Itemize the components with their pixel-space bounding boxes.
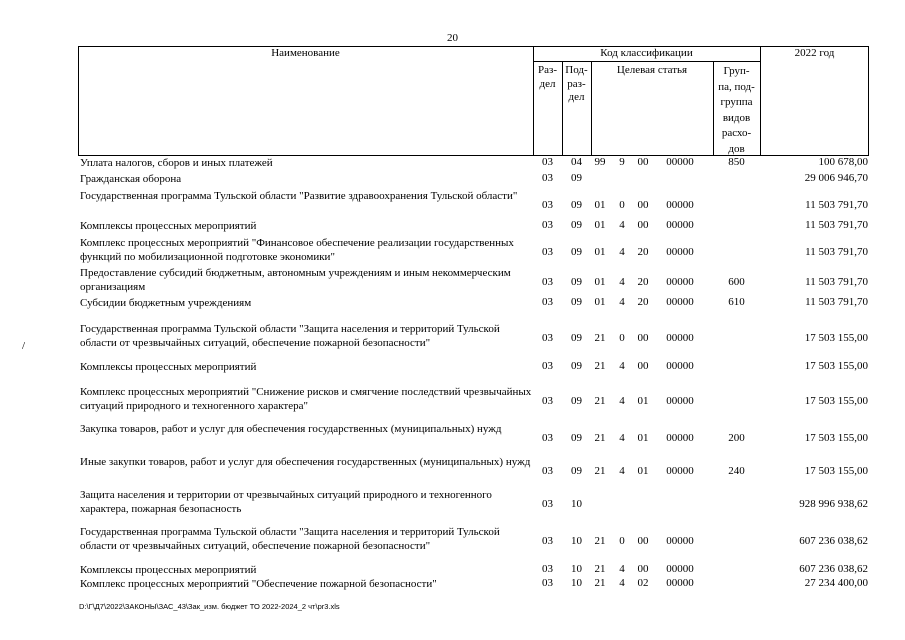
row-razdel: 03: [542, 395, 553, 407]
row-amount: 17 503 155,00: [804, 465, 868, 477]
table-row: [80, 172, 870, 187]
row-t3: 00: [637, 219, 649, 231]
row-t1: 01: [594, 276, 606, 288]
row-t3: 00: [637, 360, 649, 372]
row-t2: 4: [619, 577, 625, 589]
table-row: [80, 219, 870, 234]
page-number: 20: [447, 32, 458, 44]
row-group: 610: [728, 296, 745, 308]
row-amount: 11 503 791,70: [805, 199, 868, 211]
header-group: Груп- па, под- группа видов расхо- дов: [718, 65, 755, 155]
table-row: [80, 563, 870, 577]
row-name: Комплексы процессных мероприятий: [80, 361, 257, 373]
row-t1: 21: [594, 360, 606, 372]
row-group: 240: [728, 465, 745, 477]
footer-path: D:\Г\Д7\2022\ЗАКОНЫ\ЗАС_43\Зак_изм. бюджет ТО 2022-2024_2 чт\pr3.xls: [79, 602, 340, 611]
row-razdel: 03: [542, 360, 553, 372]
row-group: 850: [728, 156, 745, 168]
row-podrazdel: 09: [571, 296, 582, 308]
table-row: [80, 455, 870, 483]
row-podrazdel: 09: [571, 246, 582, 258]
row-podrazdel: 09: [571, 360, 582, 372]
row-t3: 00: [637, 332, 649, 344]
margin-mark: /: [22, 340, 26, 352]
row-name: Комплекс процессных мероприятий "Финансовое обеспечение реализации государственных функций по мобилизационной подготовке экономики": [80, 237, 514, 263]
header-podrazdel: Под- раз- дел: [565, 64, 588, 103]
row-name: Субсидии бюджетным учреждениям: [80, 297, 252, 309]
row-t2: 4: [619, 360, 625, 372]
row-amount: 17 503 155,00: [804, 332, 868, 344]
table-row: [80, 266, 870, 294]
row-t1: 01: [594, 246, 606, 258]
row-name: Предоставление субсидий бюджетным, автономным учреждениям и иным некоммерческим организациям: [80, 267, 511, 293]
row-t1: 21: [594, 563, 606, 575]
header-year: 2022 год: [794, 47, 835, 59]
row-t2: 4: [619, 276, 625, 288]
row-t2: 0: [619, 332, 625, 344]
row-t1: 21: [594, 465, 606, 477]
row-t1: 21: [594, 332, 606, 344]
row-t2: 4: [619, 246, 625, 258]
row-podrazdel: 09: [571, 465, 582, 477]
row-t2: 4: [619, 219, 625, 231]
row-amount: 17 503 155,00: [804, 432, 868, 444]
row-razdel: 03: [542, 432, 553, 444]
row-podrazdel: 10: [571, 563, 582, 575]
row-t2: 0: [619, 199, 625, 211]
row-t2: 0: [619, 535, 625, 547]
row-t2: 9: [619, 156, 625, 168]
row-group: 200: [728, 432, 745, 444]
row-amount: 29 006 946,70: [804, 172, 868, 184]
row-t1: 01: [594, 219, 606, 231]
table-row: [80, 577, 870, 591]
row-t4: 00000: [666, 296, 694, 308]
row-t3: 20: [637, 246, 649, 258]
row-t4: 00000: [666, 276, 694, 288]
row-name: Закупка товаров, работ и услуг для обеспечения государственных (муниципальных) нужд: [80, 423, 502, 435]
row-t4: 00000: [666, 563, 694, 575]
row-t1: 21: [594, 395, 606, 407]
row-t4: 00000: [666, 535, 694, 547]
row-t3: 20: [637, 276, 649, 288]
row-razdel: 03: [542, 535, 553, 547]
row-podrazdel: 09: [571, 276, 582, 288]
row-razdel: 03: [542, 219, 553, 231]
table-header: [78, 46, 869, 156]
row-t4: 00000: [666, 156, 694, 168]
row-t2: 4: [619, 432, 625, 444]
table-row: [80, 360, 870, 375]
row-t3: 01: [637, 465, 649, 477]
table-row: [80, 383, 870, 415]
row-t3: 20: [637, 296, 649, 308]
row-amount: 11 503 791,70: [805, 276, 868, 288]
row-name: Иные закупки товаров, работ и услуг для обеспечения государственных (муниципальных) нужд: [80, 456, 531, 468]
row-podrazdel: 09: [571, 219, 582, 231]
row-t4: 00000: [666, 360, 694, 372]
header-name: Наименование: [271, 47, 340, 59]
row-t4: 00000: [666, 246, 694, 258]
row-t3: 01: [637, 395, 649, 407]
row-t4: 00000: [666, 577, 694, 589]
row-t3: 01: [637, 432, 649, 444]
row-t3: 02: [637, 577, 649, 589]
row-razdel: 03: [542, 577, 553, 589]
table-row: [80, 486, 870, 518]
row-amount: 11 503 791,70: [805, 296, 868, 308]
row-t1: 99: [594, 156, 606, 168]
table-row: [80, 523, 870, 555]
row-name: Уплата налогов, сборов и иных платежей: [80, 157, 273, 169]
row-podrazdel: 10: [571, 498, 582, 510]
row-t3: 00: [637, 535, 649, 547]
row-name: Государственная программа Тульской области "Защита населения и территорий Тульской области от чрезвычайных ситуаций, обеспечение пожарной безопасности": [80, 323, 500, 349]
row-t2: 4: [619, 563, 625, 575]
row-t3: 00: [637, 563, 649, 575]
table-row: [80, 422, 870, 450]
row-t3: 00: [637, 156, 649, 168]
row-name: Комплексы процессных мероприятий: [80, 220, 257, 232]
row-t2: 4: [619, 465, 625, 477]
row-t1: 21: [594, 535, 606, 547]
row-amount: 100 678,00: [818, 156, 868, 168]
row-podrazdel: 10: [571, 577, 582, 589]
row-name: Комплекс процессных мероприятий "Снижение рисков и смягчение последствий чрезвычайных ситуаций природного и техногенного характера": [80, 386, 532, 412]
row-t1: 01: [594, 199, 606, 211]
row-name: Государственная программа Тульской области "Защита населения и территорий Тульской области от чрезвычайных ситуаций, обеспечение пожарной безопасности": [80, 526, 500, 552]
row-razdel: 03: [542, 465, 553, 477]
row-amount: 928 996 938,62: [799, 498, 868, 510]
row-amount: 11 503 791,70: [805, 219, 868, 231]
row-t4: 00000: [666, 199, 694, 211]
row-name: Комплекс процессных мероприятий "Обеспечение пожарной безопасности": [80, 578, 437, 590]
row-podrazdel: 09: [571, 332, 582, 344]
row-podrazdel: 09: [571, 395, 582, 407]
row-t4: 00000: [666, 332, 694, 344]
row-razdel: 03: [542, 199, 553, 211]
header-code: Код классификации: [600, 47, 693, 59]
table-row: [80, 296, 870, 311]
row-t1: 01: [594, 296, 606, 308]
row-group: 600: [728, 276, 745, 288]
row-podrazdel: 10: [571, 535, 582, 547]
row-t4: 00000: [666, 219, 694, 231]
row-t4: 00000: [666, 395, 694, 407]
row-razdel: 03: [542, 156, 553, 168]
row-razdel: 03: [542, 296, 553, 308]
row-t3: 00: [637, 199, 649, 211]
row-razdel: 03: [542, 276, 553, 288]
row-t1: 21: [594, 432, 606, 444]
row-name: Комплексы процессных мероприятий: [80, 564, 257, 576]
row-name: Защита населения и территории от чрезвычайных ситуаций природного и техногенного характера, пожарная безопасность: [80, 489, 492, 515]
table-row: [80, 156, 870, 171]
row-razdel: 03: [542, 172, 553, 184]
header-razdel: Раз- дел: [537, 64, 557, 90]
header-target: Целевая статья: [616, 64, 688, 76]
table-row: [80, 236, 870, 264]
row-razdel: 03: [542, 563, 553, 575]
row-razdel: 03: [542, 246, 553, 258]
row-razdel: 03: [542, 332, 553, 344]
row-podrazdel: 09: [571, 172, 582, 184]
row-t2: 4: [619, 395, 625, 407]
row-t1: 21: [594, 577, 606, 589]
row-podrazdel: 09: [571, 432, 582, 444]
row-name: Государственная программа Тульской области "Развитие здравоохранения Тульской области": [80, 190, 518, 202]
row-t2: 4: [619, 296, 625, 308]
row-amount: 11 503 791,70: [805, 246, 868, 258]
row-amount: 27 234 400,00: [804, 577, 868, 589]
row-amount: 607 236 038,62: [799, 535, 868, 547]
row-razdel: 03: [542, 498, 553, 510]
row-amount: 17 503 155,00: [804, 395, 868, 407]
row-name: Гражданская оборона: [80, 173, 182, 185]
row-amount: 17 503 155,00: [804, 360, 868, 372]
row-t4: 00000: [666, 432, 694, 444]
row-podrazdel: 09: [571, 199, 582, 211]
row-podrazdel: 04: [571, 156, 582, 168]
table-row: [80, 320, 870, 352]
table-row: [80, 189, 870, 217]
row-amount: 607 236 038,62: [799, 563, 868, 575]
row-t4: 00000: [666, 465, 694, 477]
